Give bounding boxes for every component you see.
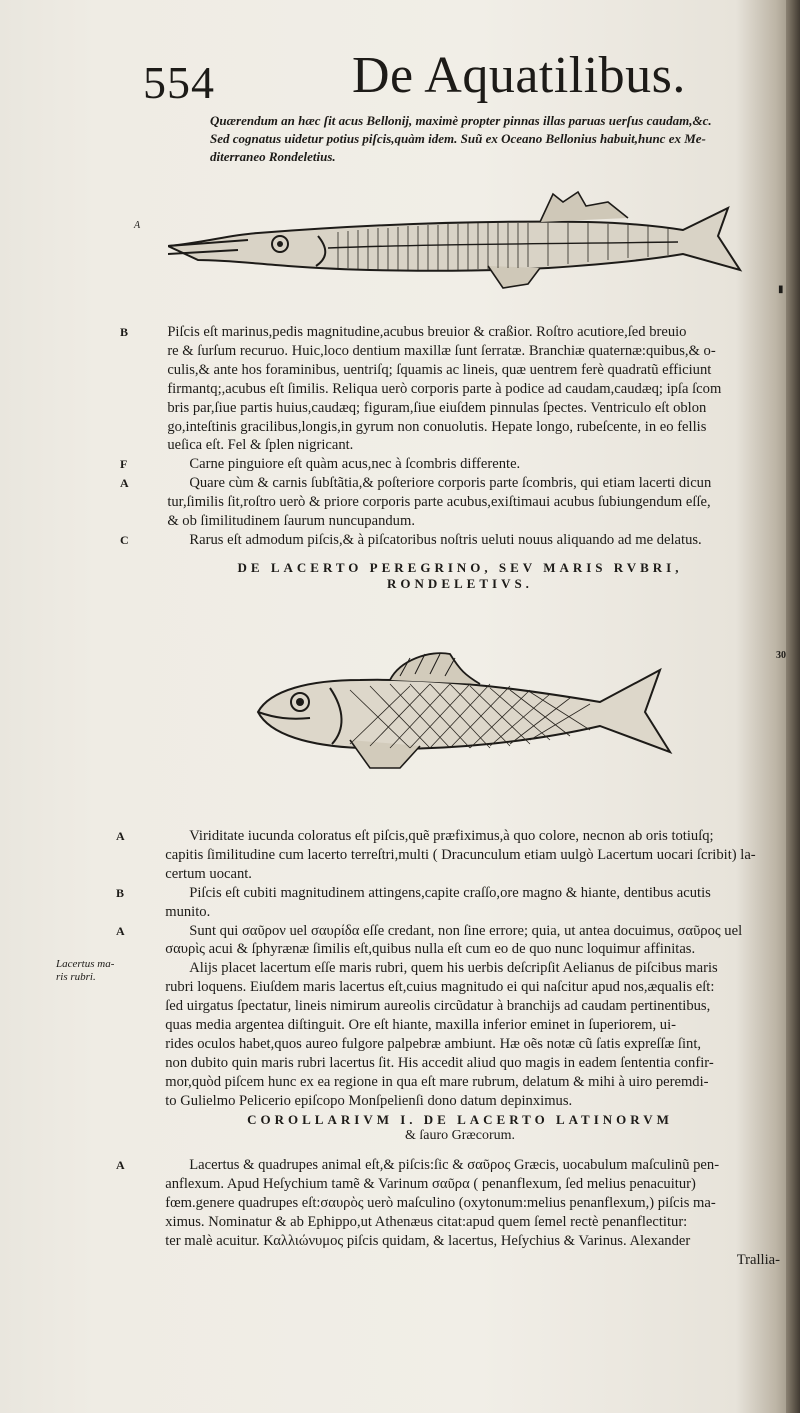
margin-mark: A	[116, 1158, 125, 1172]
text-line: Trallia-	[736, 1251, 780, 1268]
intro-note	[210, 112, 770, 166]
paragraph	[116, 884, 800, 922]
text-line: bris par,ſiue partis huius,caudæq; figuram,ſiue eiuſdem pinnulas ſpectes. Ventriculo eſt oblon	[167, 399, 707, 416]
text-line: σαυρὶς acui & ſphyrænæ ſimilis eſt,quibus nulla eſt cum eo de quo nunc loquimur affinitas.	[165, 941, 696, 958]
text-line: Alijs placet lacertum eſſe maris rubri, quem his uerbis deſcripſit Aelianus de piſcibus maris	[189, 960, 718, 977]
text-line: to Gulielmo Pelicerio epiſcopo Monſpelienſi dono datum depinximus.	[165, 1092, 573, 1109]
paragraph-text	[139, 455, 800, 474]
margin-mark: B	[116, 885, 125, 900]
heading-line: DE LACERTO PEREGRINO, SEV MARIS RVBRI,	[237, 560, 683, 575]
margin-dot: ▮	[778, 284, 784, 295]
side-note-line: ris rubri.	[56, 971, 96, 983]
paragraph-text	[135, 884, 800, 922]
text-line: certum uocant.	[165, 865, 252, 882]
text-line: non dubito quin maris rubri lacertus ſit. His accedit aliud quo magis in eadem ſententia confir-	[165, 1054, 714, 1071]
text-line: culis,& ante hos foraminibus, uentriſq; ſquamis ac lineis, quæ uentrem ferè quadratũ efficiunt	[167, 361, 712, 378]
intro-line: diterraneo Rondeletius.	[210, 149, 336, 164]
paragraph	[120, 323, 800, 455]
intro-line: Quærendum an hæc ſit acus Bellonij, maximè propter pinnas illas paruas uerſus caudam,&c.	[210, 113, 712, 128]
text-line: Viriditate iucunda coloratus eſt piſcis,quẽ præfiximus,à quo colore, necnon ab oris totiuſq;	[189, 828, 714, 844]
margin-mark: C	[120, 532, 129, 547]
text-line: Rarus eſt admodum piſcis,& à piſcatoribus noſtris ueluti nouus aliquando ad me delatus.	[189, 531, 702, 548]
paragraph-text	[139, 323, 800, 455]
section-2	[116, 827, 800, 1111]
intro-line: Sed cognatus uidetur potius piſcis,quàm idem. Suũ ex Oceano Bellonius habuit,hunc ex Me-	[210, 131, 706, 146]
text-line: Piſcis eſt marinus,pedis magnitudine,acubus breuior & craßior. Roſtro acutiore,ſed breuio	[167, 324, 687, 340]
text-line: quas media argentea diſtinguit. Ore eſt hiante, maxilla inferior eminet in ſuperiorem, ui-	[165, 1017, 676, 1034]
margin-mark: A	[116, 923, 125, 938]
text-line: rides oculos habet,quos aureo fulgore palpebræ ambiunt. Hæ oẽs notæ cũ ſatis expreſſæ ſint,	[165, 1035, 702, 1052]
page-number: 554	[143, 57, 215, 108]
paragraph	[120, 474, 800, 531]
paragraph-text	[135, 922, 800, 1111]
lacertus-fish-illustration	[250, 640, 690, 790]
text-line: Sunt qui σαῦρον uel σαυρίδα eſſe credant, non ſine errore; quia, ut antea docuimus, σαῦρος uel	[189, 922, 743, 939]
text-line: ueſica eſt. Fel & ſplen nigricant.	[167, 437, 354, 454]
paragraph	[120, 455, 800, 474]
paragraph-text	[139, 474, 800, 531]
margin-mark: B	[120, 325, 129, 339]
text-line: Lacertus & quadrupes animal eſt,& piſcis:ſic & σαῦρος Græcis, uocabulum maſculinũ pen-	[189, 1157, 720, 1173]
margin-side-note	[56, 958, 114, 984]
paragraph	[116, 827, 800, 884]
text-line: & ob ſimilitudinem ſaurum nuncupandum.	[167, 513, 415, 530]
text-line: firmantq;,acubus eſt ſimilis. Reliqua uerò corporis parte à podice ad caudam,caudæq; ipſa ſcom	[167, 380, 722, 397]
heading-line: COROLLARIVM I. DE LACERTO LATINORVM	[247, 1112, 673, 1127]
paragraph-text	[135, 827, 800, 884]
section-1	[120, 323, 800, 550]
margin-mark: A	[120, 476, 129, 491]
text-line: ter malè acuitur. Καλλιώνυμος piſcis quidam, & lacertus, Heſychius & Varinus. Alexander	[165, 1232, 691, 1249]
margin-mark: A	[116, 829, 125, 843]
figure-letter: A	[134, 220, 141, 231]
margin-number: 30	[776, 650, 786, 661]
heading-line: & ſauro Græcorum.	[404, 1128, 516, 1143]
text-line: rubri loquens. Eiuſdem maris lacertus eſt,cuius magnitudo ei qui naſcitur apud nos,æqualis eſt:	[165, 979, 715, 996]
paragraph	[116, 1156, 800, 1269]
text-line: anflexum. Apud Heſychium tamẽ & Varinum σαῦρα ( penanflexum, ſed melius penacuitur)	[165, 1175, 696, 1192]
section-heading	[200, 1112, 720, 1144]
text-line: ximus. Nominatur & ab Ephippo,ut Athenæus citat:apud quem ſemel rectè penanflectitur:	[165, 1213, 688, 1230]
text-line: Quare cùm & carnis ſubſtãtia,& poſteriore corporis parte ſcombris, qui etiam lacerti dicun	[189, 475, 712, 492]
section-heading	[200, 560, 720, 592]
heading-line: RONDELETIVS.	[387, 576, 533, 591]
running-title: De Aquatilibus.	[352, 47, 686, 104]
text-line: munito.	[165, 903, 211, 920]
text-line: fœm.genere quadrupes eſt:σαυρὸς uerò maſculino (oxytonum:melius penanflexum,) piſcis ma-	[165, 1194, 716, 1211]
text-line: go,inteſtinis gracilibus,longis,in gyrum non conuolutis. Hepate longo, rubeſcente, in eo fellis	[167, 418, 707, 435]
section-3	[116, 1156, 800, 1269]
paragraph	[116, 922, 800, 1111]
text-line: tur,ſimilis ſit,roſtro uerò & priore corporis parte acubus,exiſtimaui acubus ſubiungendum eſſe,	[167, 494, 711, 511]
margin-mark: F	[120, 457, 128, 472]
side-note-line: Lacertus ma-	[56, 958, 115, 970]
text-line: mor,quòd piſcem hunc ex ea regione in qua eſt mare rubrum, delatum & mihi à uiro peremdi-	[165, 1073, 709, 1090]
paragraph	[120, 531, 800, 550]
text-line: Piſcis eſt cubiti magnitudinem attingens,capite craſſo,ore magno & hiante, dentibus acutis	[189, 884, 711, 901]
saurus-fish-illustration	[168, 188, 748, 300]
paragraph-text	[135, 1156, 800, 1269]
paragraph-text	[139, 531, 800, 550]
text-line: capitis ſimilitudine cum lacerto terreſtri,multi ( Dracunculum etiam uulgò Lacertum uocari ſcribit) la-	[165, 846, 756, 863]
text-line: Carne pinguiore eſt quàm acus,nec à ſcombris differente.	[189, 456, 521, 473]
text-line: ſed uirgatus ſpectatur, lineis nimirum aureolis circũdatur à branchijs ad caudam pertinentibus,	[165, 998, 711, 1015]
text-line: re & ſurſum recuruo. Huic,loco dentium maxillæ ſunt ſerratæ. Branchiæ quaternæ:quibus,& o-	[167, 342, 716, 359]
